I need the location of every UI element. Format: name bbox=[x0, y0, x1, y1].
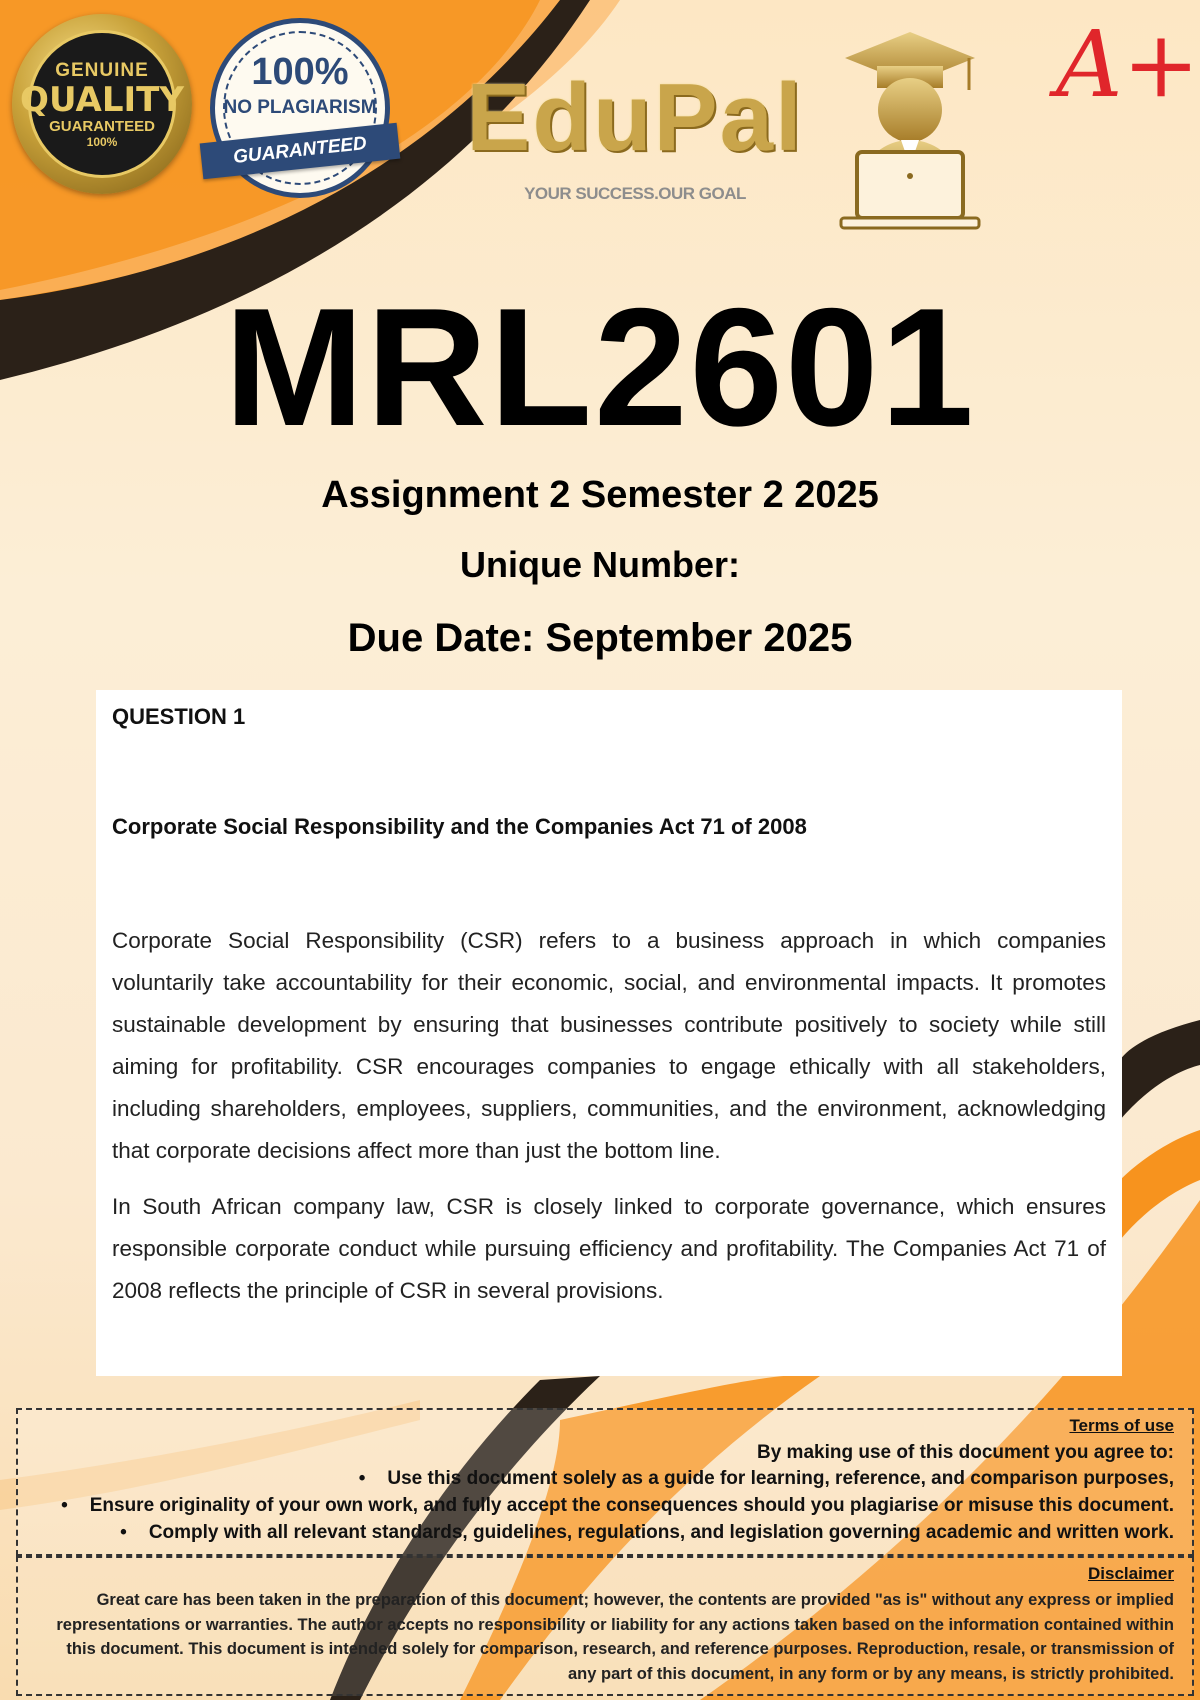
badge-quality-top: GENUINE bbox=[55, 59, 149, 81]
terms-item-text: Use this document solely as a guide for learning, reference, and comparison purposes, bbox=[387, 1468, 1174, 1489]
grade-mark-text: A+ bbox=[1056, 11, 1200, 118]
disclaimer-box bbox=[16, 1556, 1194, 1696]
bullet-icon: • bbox=[358, 1468, 366, 1489]
badge-quality-main: QUALITY bbox=[20, 79, 184, 120]
badge-plag-pct: 100% bbox=[251, 51, 349, 93]
a-plus-grade-mark bbox=[1050, 11, 1200, 122]
terms-of-use-box bbox=[16, 1408, 1194, 1556]
terms-item-text: Comply with all relevant standards, guidelines, regulations, and legislation governing academic and written work. bbox=[148, 1522, 1174, 1543]
edupal-logo: EduPal bbox=[466, 64, 804, 171]
terms-intro: By making use of this document you agree to: bbox=[756, 1442, 1174, 1463]
terms-list-item bbox=[359, 1468, 1174, 1490]
disclaimer-text: Great care has been taken in the preparation of this document; however, the contents are provided "as is" without any express or implied representations or warranties. The author accepts no responsibility or liability for any actions taken based on the information contained within this document. This document is intended solely for comparison, research, and reference purposes. Reproduction, resale, or transmission of any part of this document, in any form or by any means, is strictly prohibited. bbox=[56, 1591, 1174, 1683]
due-date: Due Date: September 2025 bbox=[347, 616, 853, 660]
paragraph: Corporate Social Responsibility (CSR) refers to a business approach in which companies voluntarily take accountability for their economic, social, and environmental impacts. It promotes sustainable development by ensuring that businesses contribute positively to society while still aiming for profitability. CSR encourages companies to engage ethically with all stakeholders, including shareholders, employees, suppliers, communities, and the environment, acknowledging that corporate decisions affect more than just the bottom line. bbox=[112, 928, 1106, 1163]
bullet-icon: • bbox=[120, 1522, 127, 1543]
logo-tagline: YOUR SUCCESS.OUR GOAL bbox=[524, 184, 746, 203]
disclaimer-heading: Disclaimer bbox=[1088, 1564, 1174, 1583]
assignment-title: Assignment 2 Semester 2 2025 bbox=[321, 474, 879, 516]
badge-quality-pct: 100% bbox=[86, 134, 118, 149]
course-code: MRL2601 bbox=[224, 273, 976, 461]
unique-number: Unique Number: bbox=[459, 544, 740, 585]
question-heading: QUESTION 1 bbox=[112, 704, 246, 729]
no-plagiarism-badge bbox=[210, 18, 390, 198]
paragraph: In South African company law, CSR is closely linked to corporate governance, which ensures responsible corporate conduct while pursuing efficiency and profitability. The Companies Act 71 of 2008 reflects the principle of CSR in several provisions. bbox=[112, 1194, 1106, 1303]
graduate-laptop-icon bbox=[835, 28, 985, 234]
badge-plag-line: NO PLAGIARISM bbox=[223, 97, 377, 118]
terms-list-item bbox=[61, 1495, 1174, 1517]
content-panel bbox=[96, 690, 1122, 1376]
terms-list-item bbox=[120, 1522, 1174, 1544]
badge-quality-sub: GUARANTEED bbox=[49, 117, 155, 135]
badge-plag-ribbon: GUARANTEED bbox=[200, 123, 401, 179]
terms-item-text: Ensure originality of your own work, and fully accept the consequences should you plagiarise or misuse this document. bbox=[89, 1495, 1174, 1516]
bullet-icon: • bbox=[61, 1495, 68, 1516]
question-title: Corporate Social Responsibility and the Companies Act 71 of 2008 bbox=[112, 814, 807, 839]
quality-guaranteed-badge bbox=[12, 14, 192, 194]
terms-heading: Terms of use bbox=[1069, 1416, 1174, 1435]
